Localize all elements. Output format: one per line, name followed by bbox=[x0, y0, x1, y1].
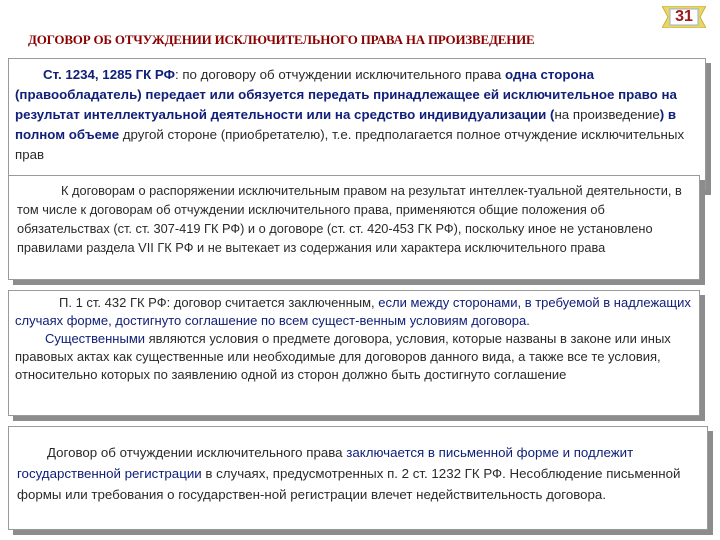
box1-emphasis-1: одна сторона (правообладатель) передает или обязуется передать принадлежащее ей исключительное право на результат интеллектуальной деятельности или на средство индивидуализации ( bbox=[15, 67, 677, 122]
page-number-badge bbox=[662, 6, 706, 28]
box4-emphasis: заключается в письменной форме и подлежит государственной регистрации bbox=[17, 445, 634, 481]
box4-text-2: в случаях, предусмотренных п. 2 ст. 1232 ГК РФ. Несоблюдение письменной формы или требования о государствен-ной регистрации влечет недействительность договора. bbox=[17, 466, 681, 502]
box3-emphasis-2: Существенными bbox=[45, 331, 146, 346]
box3-emphasis-1: если между сторонами, в требуемой в надлежащих случаях форме, достигнуто соглашение по всем сущест-венным условиям договора. bbox=[15, 295, 691, 328]
box4-text-1: Договор об отчуждении исключительного права bbox=[47, 445, 347, 460]
page-number: 31 bbox=[675, 8, 693, 25]
box1-emphasis-2: ) в полном объеме bbox=[15, 107, 677, 142]
box1-text-2: на произведение bbox=[554, 107, 660, 122]
article-432-box bbox=[8, 290, 700, 416]
box1-text-3: другой стороне (приобретателю), т.е. предполагается полное отчуждение исключительных прав bbox=[15, 127, 685, 162]
registration-box bbox=[8, 426, 708, 530]
box3-text-1: П. 1 ст. 432 ГК РФ: договор считается заключенным, bbox=[59, 295, 379, 310]
box3-text-2: являются условия о предмете договора, условия, которые названы в законе или иных правовых актах как существенные или необходимые для договоров данного вида, а также все те условия, относительно которых по заявлению одной из сторон должно быть достигнуто соглашение bbox=[15, 331, 671, 382]
slide-title: ДОГОВОР ОБ ОТЧУЖДЕНИИ ИСКЛЮЧИТЕЛЬНОГО ПРАВА НА ПРОИЗВЕДЕНИЕ bbox=[28, 32, 535, 47]
box2-text: К договорам о распоряжении исключительным правом на результат интеллек-туальной деятельности, в том числе к договорам об отчуждении исключительного права, применяются общие положения об обязательствах (ст. ст. 307-419 ГК РФ) и о договоре (ст. ст. 420-453 ГК РФ), поскольку иное не установлено правилами раздела VII ГК РФ и не вытекает из содержания или характера исключительного права bbox=[17, 183, 682, 255]
general-provisions-box bbox=[8, 175, 700, 280]
article-1234-box bbox=[8, 58, 706, 190]
article-reference: Ст. 1234, 1285 ГК РФ bbox=[43, 67, 175, 82]
box1-text-1: : по договору об отчуждении исключительного права bbox=[174, 67, 506, 82]
